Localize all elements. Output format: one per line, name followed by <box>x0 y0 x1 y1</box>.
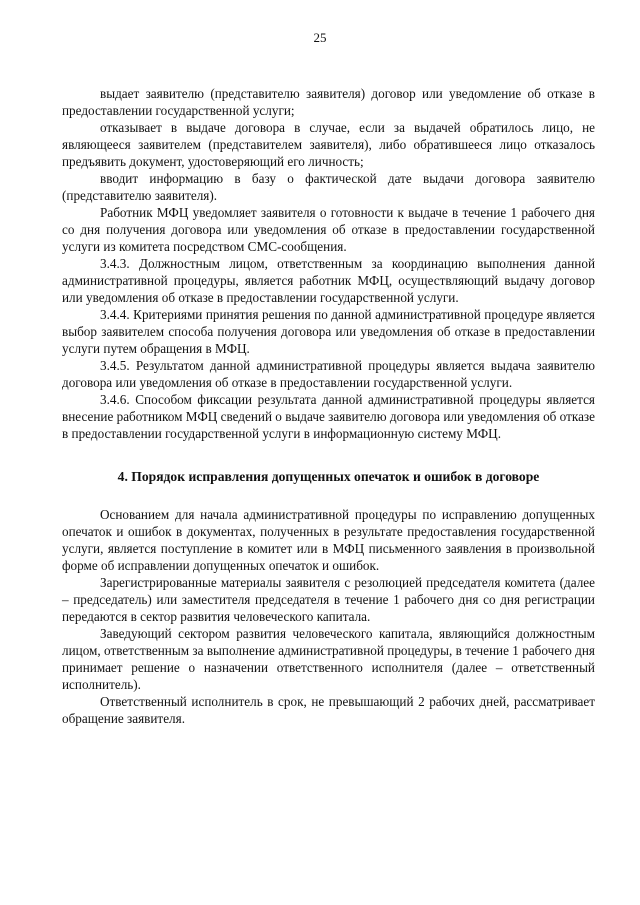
paragraph: Ответственный исполнитель в срок, не превышающий 2 рабочих дней, рассматривает обращение заявителя. <box>62 694 595 726</box>
paragraph: отказывает в выдаче договора в случае, если за выдачей обратилось лицо, не являющееся заявителем (представителем заявителя), либо обратившееся лицо отказалось предъявить документ, удостоверяющий его личность; <box>62 120 595 169</box>
page-number: 25 <box>313 30 327 45</box>
paragraph-3-4-5: 3.4.5. Результатом данной административной процедуры является выдача заявителю договора или уведомления об отказе в предоставлении государственной услуги. <box>62 358 595 390</box>
document-body <box>62 85 595 727</box>
paragraph: вводит информацию в базу о фактической дате выдачи договора заявителю (представителю заявителя). <box>62 171 595 203</box>
paragraph: Зарегистрированные материалы заявителя с резолюцией председателя комитета (далее – председатель) или заместителя председателя в течение 1 рабочего дня со дня регистрации передаются в сектор развития человеческого капитала. <box>62 575 595 624</box>
paragraph: Заведующий сектором развития человеческого капитала, являющийся должностным лицом, ответственным за выполнение административной процедуры, в течение 1 рабочего дня принимает решение о назначении ответственного исполнителя (далее – ответственный исполнитель). <box>62 626 595 692</box>
section-heading: 4. Порядок исправления допущенных опечаток и ошибок в договоре <box>117 469 540 484</box>
paragraph: Работник МФЦ уведомляет заявителя о готовности к выдаче в течение 1 рабочего дня со дня получения договора или уведомления об отказе в предоставлении государственной услуги из комитета посредством СМС-сообщения. <box>62 205 595 254</box>
paragraph-3-4-3: 3.4.3. Должностным лицом, ответственным за координацию выполнения данной административной процедуры, является работник МФЦ, осуществляющий выдачу договор или уведомления об отказе в предоставлении государственной услуги. <box>62 256 595 305</box>
paragraph-3-4-4: 3.4.4. Критериями принятия решения по данной административной процедуре является выбор заявителем способа получения договора или уведомления об отказе в предоставлении услуги путем обращения в МФЦ. <box>62 307 595 356</box>
paragraph-3-4-6: 3.4.6. Способом фиксации результата данной административной процедуры является внесение работником МФЦ сведений о выдаче заявителю договора или уведомления об отказе в предоставлении государственной услуги в информационную систему МФЦ. <box>62 392 595 441</box>
paragraph: выдает заявителю (представителю заявителя) договор или уведомление об отказе в предоставлении государственной услуги; <box>62 86 595 118</box>
paragraph: Основанием для начала административной процедуры по исправлению допущенных опечаток и ошибок в документах, полученных в результате предоставления государственной услуги, является поступление в комитет или в МФЦ письменного заявления в произвольной форме об исправлении допущенных опечаток и ошибок. <box>62 507 595 573</box>
